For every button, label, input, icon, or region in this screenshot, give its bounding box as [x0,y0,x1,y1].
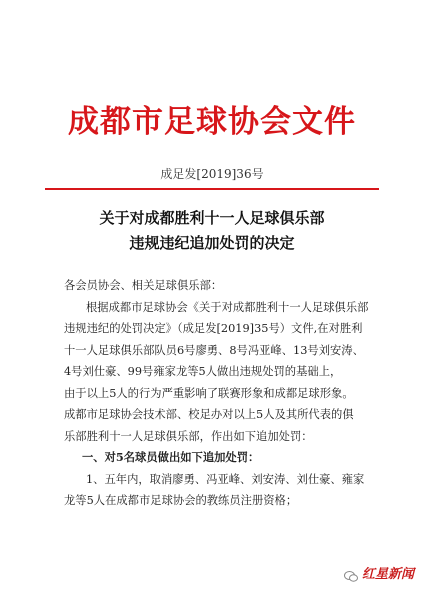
watermark [344,563,414,582]
salutation: 各会员协会、相关足球俱乐部： [64,279,223,292]
section-heading: 一、对5名球员做出如下追加处罚： [82,450,260,464]
watermark-text: 红星新闻 [361,567,414,582]
subject-line: 关于对成都胜利十一人足球俱乐部 [99,209,325,227]
document-subject [0,206,424,256]
subject-line: 违规违纪追加处罚的决定 [129,234,295,252]
body-line: 1、五年内，取消廖勇、冯亚峰、刘安涛、刘仕豪、雍家 [86,472,365,486]
body-line: 违规违纪的处罚决定》（成足发[2019]35号）文件,在对胜利 [64,322,363,335]
body-line: 4号刘仕豪、99号雍家龙等5人做出违规处罚的基础上， [64,365,342,378]
body-line: 由于以上5人的行为严重影响了联赛形象和成都足球形象。 [64,386,354,400]
body-line: 乐部胜利十一人足球俱乐部，作出如下追加处罚： [64,429,313,443]
body-line: 成都市足球协会技术部、校足办对以上5人及其所代表的俱 [64,408,354,421]
red-divider [45,188,379,190]
body-line: 十一人足球俱乐部队员6号廖勇、8号冯亚峰、13号刘安涛、 [64,343,364,357]
document-number: 成足发[2019]36号 [160,167,264,181]
document-header-title: 成都市足球协会文件 [68,104,356,140]
body-line: 龙等5人在成都市足球协会的教练员注册资格； [64,494,298,507]
body-line: 根据成都市足球协会《关于对成都胜利十一人足球俱乐部 [86,300,369,314]
document-body [64,275,369,512]
wechat-icon [344,567,358,578]
